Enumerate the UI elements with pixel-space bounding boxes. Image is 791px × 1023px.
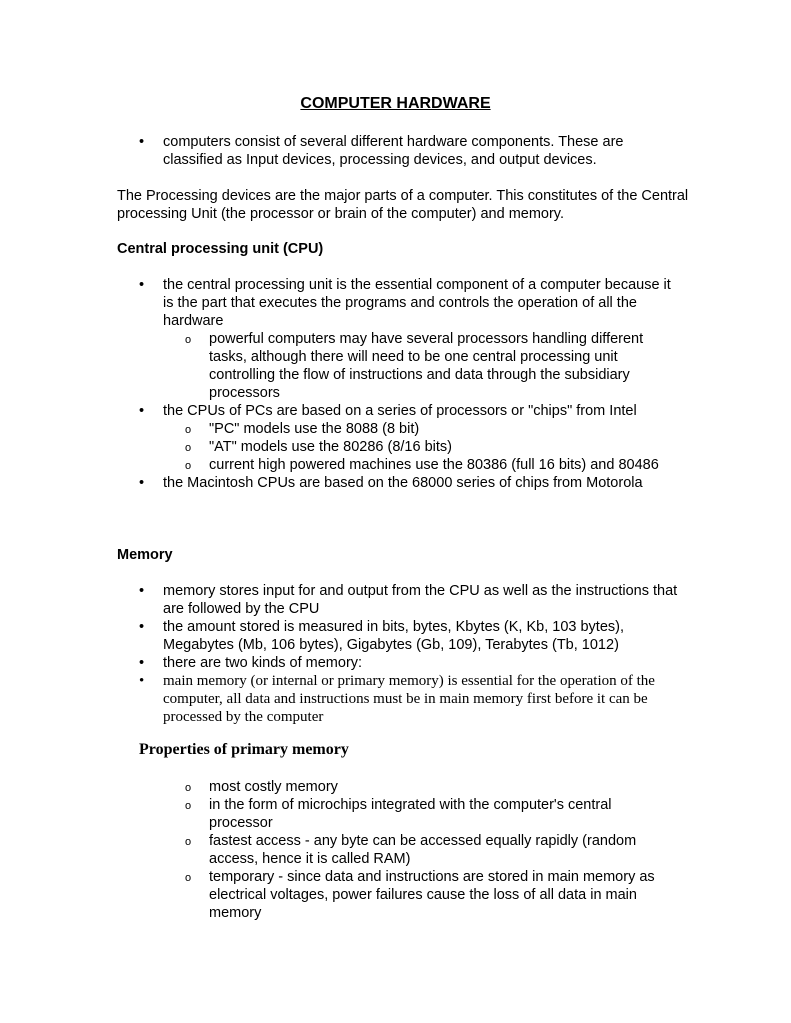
bullet-glyph: • (139, 134, 145, 150)
list-item-text: the CPUs of PCs are based on a series of processors or "chips" from Intel (163, 403, 637, 419)
intro-list (0, 133, 683, 169)
sub-list-item (0, 796, 679, 832)
sub-list-item-text: "PC" models use the 8088 (8 bit) (209, 421, 420, 437)
list-item (0, 402, 683, 420)
sub-bullet-glyph: o (185, 782, 192, 794)
sub-list-item (0, 456, 679, 474)
sub-list-item-text: temporary - since data and instructions are stored in main memory as electrical voltages, power failures cause the loss of all data in main memory (209, 869, 655, 921)
list-item (0, 133, 683, 169)
sub-list-item (0, 420, 679, 438)
memory-heading: Memory (117, 547, 173, 563)
cpu-heading: Central processing unit (CPU) (117, 241, 324, 257)
memory-list (0, 582, 683, 726)
sub-list-item (0, 868, 679, 922)
sub-list-item-text: current high powered machines use the 80386 (full 16 bits) and 80486 (209, 457, 659, 473)
list-item (0, 474, 683, 492)
bullet-glyph: • (139, 673, 145, 689)
list-item (0, 654, 683, 672)
cpu-list (0, 276, 683, 492)
processing-paragraph: The Processing devices are the major parts of a computer. This constitutes of the Central processing Unit (the processor or brain of the computer) and memory. (117, 188, 689, 222)
bullet-glyph: • (139, 403, 145, 419)
list-item-text: main memory (or internal or primary memory) is essential for the operation of the computer, all data and instructions must be in main memory first before it can be processed by the computer (163, 673, 655, 725)
sub-list-item (0, 832, 679, 868)
sub-bullet-glyph: o (185, 872, 192, 884)
sub-list-item-text: "AT" models use the 80286 (8/16 bits) (209, 439, 452, 455)
sub-list-item-text: in the form of microchips integrated with the computer's central processor (209, 797, 612, 831)
primary-memory-list (0, 778, 679, 922)
sub-list-item (0, 330, 679, 402)
list-item-text: computers consist of several different hardware components. These are classified as Input devices, processing devices, and output devices. (163, 134, 624, 168)
bullet-glyph: • (139, 583, 145, 599)
sub-bullet-glyph: o (185, 334, 192, 346)
list-item-text: memory stores input for and output from the CPU as well as the instructions that are followed by the CPU (163, 583, 678, 617)
sub-bullet-glyph: o (185, 424, 192, 436)
sub-bullet-glyph: o (185, 442, 192, 454)
sub-bullet-glyph: o (185, 460, 192, 472)
sub-list-item (0, 778, 679, 796)
list-item (0, 672, 683, 726)
bullet-glyph: • (139, 655, 145, 671)
list-item-text: there are two kinds of memory: (163, 655, 363, 671)
sub-list-item-text: fastest access - any byte can be accessed equally rapidly (random access, hence it is called RAM) (209, 833, 637, 867)
page-title: COMPUTER HARDWARE (300, 95, 491, 112)
list-item-text: the Macintosh CPUs are based on the 68000 series of chips from Motorola (163, 475, 643, 491)
list-item (0, 276, 683, 330)
list-item-text: the amount stored is measured in bits, bytes, Kbytes (K, Kb, 103 bytes), Megabytes (Mb, 106 bytes), Gigabytes (Gb, 109), Terabytes (Tb, 1012) (163, 619, 625, 653)
sub-list-item-text: powerful computers may have several processors handling different tasks, although there will need to be one central processing unit controlling the flow of instructions and data through the subsidiary processors (209, 331, 644, 401)
list-item (0, 618, 683, 654)
sub-list-item (0, 438, 679, 456)
bullet-glyph: • (139, 277, 145, 293)
list-item (0, 582, 683, 618)
primary-memory-heading: Properties of primary memory (139, 741, 349, 758)
bullet-glyph: • (139, 619, 145, 635)
sub-bullet-glyph: o (185, 836, 192, 848)
sub-list-item-text: most costly memory (209, 779, 338, 795)
bullet-glyph: • (139, 475, 145, 491)
sub-bullet-glyph: o (185, 800, 192, 812)
list-item-text: the central processing unit is the essential component of a computer because it is the part that executes the programs and controls the operation of all the hardware (163, 277, 671, 329)
